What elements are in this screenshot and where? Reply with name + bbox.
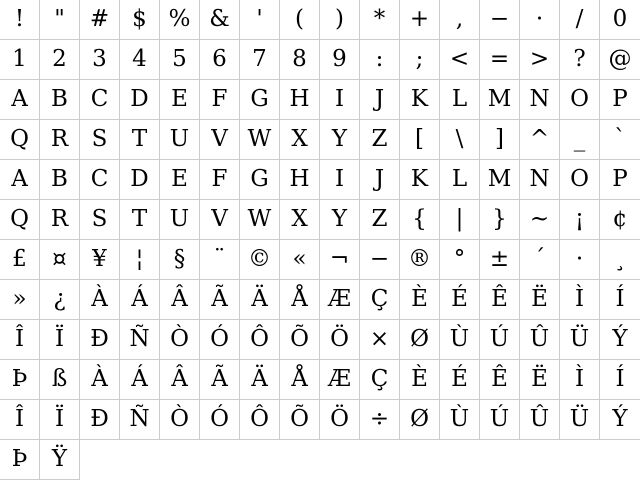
glyph-cell[interactable]: Ñ <box>120 320 160 360</box>
glyph-cell[interactable]: § <box>160 240 200 280</box>
glyph-cell[interactable]: Y <box>320 200 360 240</box>
glyph-cell[interactable]: 2 <box>40 40 80 80</box>
glyph-cell[interactable]: Æ <box>320 360 360 400</box>
glyph-cell[interactable]: N <box>520 160 560 200</box>
glyph-cell-empty <box>520 440 560 480</box>
glyph-cell[interactable]: # <box>80 0 120 40</box>
glyph-cell[interactable]: Ö <box>320 320 360 360</box>
glyph-cell[interactable]: È <box>400 360 440 400</box>
glyph-cell[interactable]: Ó <box>200 400 240 440</box>
glyph-cell-empty <box>600 440 640 480</box>
glyph-cell[interactable]: = <box>480 40 520 80</box>
glyph-cell[interactable]: : <box>360 40 400 80</box>
glyph-cell[interactable]: 8 <box>280 40 320 80</box>
glyph-cell[interactable]: + <box>400 0 440 40</box>
glyph-cell[interactable]: Â <box>160 280 200 320</box>
glyph-cell[interactable]: Î <box>0 320 40 360</box>
glyph-cell[interactable]: U <box>160 120 200 160</box>
glyph-cell[interactable]: X <box>280 200 320 240</box>
glyph-cell[interactable]: 3 <box>80 40 120 80</box>
glyph-cell[interactable]: Ô <box>240 400 280 440</box>
glyph-cell[interactable]: F <box>200 80 240 120</box>
glyph-cell[interactable]: Ä <box>240 280 280 320</box>
glyph-cell[interactable]: ¥ <box>80 240 120 280</box>
glyph-cell[interactable]: J <box>360 160 400 200</box>
glyph-cell[interactable]: I <box>320 80 360 120</box>
glyph-cell[interactable]: − <box>360 240 400 280</box>
glyph-cell[interactable]: D <box>120 80 160 120</box>
glyph-cell[interactable]: · <box>560 240 600 280</box>
glyph-cell[interactable]: Å <box>280 280 320 320</box>
glyph-cell[interactable]: Í <box>600 280 640 320</box>
glyph-cell[interactable]: * <box>360 0 400 40</box>
glyph-cell[interactable]: J <box>360 80 400 120</box>
glyph-cell[interactable]: Ô <box>240 320 280 360</box>
glyph-cell[interactable]: 0 <box>600 0 640 40</box>
glyph-cell[interactable]: ; <box>400 40 440 80</box>
glyph-cell[interactable]: ) <box>320 0 360 40</box>
glyph-cell[interactable]: Õ <box>280 320 320 360</box>
glyph-cell[interactable]: 4 <box>120 40 160 80</box>
glyph-cell[interactable]: " <box>40 0 80 40</box>
glyph-cell[interactable]: E <box>160 160 200 200</box>
glyph-cell[interactable]: B <box>40 80 80 120</box>
glyph-cell[interactable]: R <box>40 200 80 240</box>
glyph-cell[interactable]: ¿ <box>40 280 80 320</box>
glyph-cell[interactable]: 7 <box>240 40 280 80</box>
glyph-cell[interactable]: 1 <box>0 40 40 80</box>
glyph-cell[interactable]: L <box>440 80 480 120</box>
glyph-cell[interactable]: × <box>360 320 400 360</box>
glyph-cell[interactable]: > <box>520 40 560 80</box>
glyph-cell[interactable]: Í <box>600 360 640 400</box>
glyph-cell[interactable]: ß <box>40 360 80 400</box>
glyph-cell[interactable]: 9 <box>320 40 360 80</box>
glyph-cell[interactable]: Ê <box>480 280 520 320</box>
glyph-cell[interactable]: Ó <box>200 320 240 360</box>
glyph-cell[interactable]: A <box>0 80 40 120</box>
glyph-cell[interactable]: W <box>240 200 280 240</box>
glyph-cell[interactable]: ¦ <box>120 240 160 280</box>
glyph-cell[interactable]: ® <box>400 240 440 280</box>
glyph-cell[interactable]: ( <box>280 0 320 40</box>
glyph-cell[interactable]: G <box>240 160 280 200</box>
glyph-cell[interactable]: ÷ <box>360 400 400 440</box>
glyph-cell[interactable]: O <box>560 160 600 200</box>
glyph-cell[interactable]: ¡ <box>560 200 600 240</box>
glyph-cell[interactable]: ¤ <box>40 240 80 280</box>
glyph-cell-empty <box>560 440 600 480</box>
glyph-cell[interactable]: ! <box>0 0 40 40</box>
glyph-cell[interactable]: Û <box>520 400 560 440</box>
glyph-cell[interactable]: À <box>80 280 120 320</box>
glyph-cell[interactable]: Ö <box>320 400 360 440</box>
glyph-cell[interactable]: G <box>240 80 280 120</box>
glyph-cell[interactable]: O <box>560 80 600 120</box>
glyph-cell[interactable]: | <box>440 200 480 240</box>
glyph-cell[interactable]: Ú <box>480 320 520 360</box>
glyph-cell[interactable]: Ì <box>560 280 600 320</box>
glyph-cell[interactable]: Ü <box>560 320 600 360</box>
glyph-cell[interactable]: Ø <box>400 400 440 440</box>
glyph-cell-empty <box>360 440 400 480</box>
glyph-cell[interactable]: Ý <box>600 320 640 360</box>
glyph-cell[interactable]: } <box>480 200 520 240</box>
glyph-cell[interactable]: I <box>320 160 360 200</box>
glyph-cell[interactable]: Ï <box>40 400 80 440</box>
glyph-cell[interactable]: « <box>280 240 320 280</box>
glyph-cell[interactable]: @ <box>600 40 640 80</box>
glyph-cell[interactable]: ¬ <box>320 240 360 280</box>
glyph-cell[interactable]: Ë <box>520 360 560 400</box>
glyph-cell[interactable]: Ì <box>560 360 600 400</box>
glyph-cell-empty <box>80 440 120 480</box>
glyph-cell[interactable]: Å <box>280 360 320 400</box>
glyph-cell[interactable]: Ã <box>200 360 240 400</box>
glyph-cell[interactable]: ] <box>480 120 520 160</box>
glyph-cell[interactable]: _ <box>560 120 600 160</box>
glyph-cell[interactable]: È <box>400 280 440 320</box>
glyph-cell-empty <box>480 440 520 480</box>
glyph-cell[interactable]: Z <box>360 200 400 240</box>
glyph-cell[interactable]: D <box>120 160 160 200</box>
glyph-cell[interactable]: L <box>440 160 480 200</box>
glyph-cell[interactable]: H <box>280 80 320 120</box>
glyph-cell[interactable]: [ <box>400 120 440 160</box>
glyph-cell-empty <box>240 440 280 480</box>
glyph-cell[interactable]: Ù <box>440 400 480 440</box>
glyph-cell[interactable]: Ç <box>360 360 400 400</box>
glyph-cell[interactable]: U <box>160 200 200 240</box>
glyph-cell[interactable]: Á <box>120 280 160 320</box>
glyph-cell[interactable]: Ð <box>80 400 120 440</box>
glyph-cell[interactable]: Â <box>160 360 200 400</box>
glyph-cell-empty <box>200 440 240 480</box>
glyph-cell[interactable]: Ê <box>480 360 520 400</box>
glyph-cell[interactable]: Ý <box>600 400 640 440</box>
glyph-cell[interactable]: Ú <box>480 400 520 440</box>
glyph-cell[interactable]: 5 <box>160 40 200 80</box>
glyph-cell-empty <box>400 440 440 480</box>
glyph-cell[interactable]: © <box>240 240 280 280</box>
glyph-cell[interactable]: Ò <box>160 320 200 360</box>
glyph-cell[interactable]: · <box>520 0 560 40</box>
glyph-cell[interactable]: ° <box>440 240 480 280</box>
glyph-cell[interactable]: £ <box>0 240 40 280</box>
glyph-cell[interactable]: ? <box>560 40 600 80</box>
glyph-cell[interactable]: ¨ <box>200 240 240 280</box>
glyph-cell[interactable]: ± <box>480 240 520 280</box>
glyph-cell[interactable]: Á <box>120 360 160 400</box>
glyph-cell[interactable]: ¢ <box>600 200 640 240</box>
glyph-cell[interactable]: 6 <box>200 40 240 80</box>
glyph-cell[interactable]: Ð <box>80 320 120 360</box>
glyph-cell[interactable]: Õ <box>280 400 320 440</box>
glyph-cell[interactable]: H <box>280 160 320 200</box>
glyph-cell[interactable]: À <box>80 360 120 400</box>
glyph-cell[interactable]: { <box>400 200 440 240</box>
glyph-cell[interactable]: ` <box>600 120 640 160</box>
glyph-cell[interactable]: P <box>600 160 640 200</box>
glyph-cell[interactable]: » <box>0 280 40 320</box>
glyph-cell-empty <box>160 440 200 480</box>
glyph-cell[interactable]: < <box>440 40 480 80</box>
glyph-cell[interactable]: S <box>80 200 120 240</box>
glyph-cell[interactable]: T <box>120 200 160 240</box>
glyph-cell[interactable]: É <box>440 360 480 400</box>
glyph-cell[interactable]: N <box>520 80 560 120</box>
glyph-cell[interactable]: Q <box>0 200 40 240</box>
glyph-cell[interactable]: ´ <box>520 240 560 280</box>
glyph-cell[interactable]: , <box>440 0 480 40</box>
glyph-cell[interactable]: K <box>400 80 440 120</box>
glyph-cell[interactable]: ' <box>240 0 280 40</box>
glyph-cell[interactable]: S <box>80 120 120 160</box>
glyph-cell-empty <box>440 440 480 480</box>
glyph-cell[interactable]: $ <box>120 0 160 40</box>
glyph-cell[interactable]: Þ <box>0 360 40 400</box>
glyph-cell[interactable]: B <box>40 160 80 200</box>
glyph-cell-empty <box>120 440 160 480</box>
glyph-cell[interactable]: Ë <box>520 280 560 320</box>
glyph-cell[interactable]: Î <box>0 400 40 440</box>
glyph-cell[interactable]: K <box>400 160 440 200</box>
glyph-cell[interactable]: Ï <box>40 320 80 360</box>
glyph-cell[interactable]: V <box>200 200 240 240</box>
glyph-cell[interactable]: Ÿ <box>40 440 80 480</box>
glyph-cell[interactable]: Ò <box>160 400 200 440</box>
glyph-cell[interactable]: R <box>40 120 80 160</box>
glyph-cell[interactable]: P <box>600 80 640 120</box>
glyph-cell[interactable]: T <box>120 120 160 160</box>
glyph-cell[interactable]: / <box>560 0 600 40</box>
glyph-cell[interactable]: A <box>0 160 40 200</box>
glyph-cell[interactable]: Ù <box>440 320 480 360</box>
glyph-cell-empty <box>280 440 320 480</box>
glyph-cell[interactable]: ~ <box>520 200 560 240</box>
glyph-cell[interactable]: E <box>160 80 200 120</box>
glyph-cell[interactable]: É <box>440 280 480 320</box>
glyph-cell[interactable]: Ø <box>400 320 440 360</box>
glyph-cell[interactable]: % <box>160 0 200 40</box>
glyph-cell[interactable]: X <box>280 120 320 160</box>
glyph-cell[interactable]: Ü <box>560 400 600 440</box>
glyph-cell[interactable]: W <box>240 120 280 160</box>
glyph-cell[interactable]: Ã <box>200 280 240 320</box>
glyph-cell[interactable]: Y <box>320 120 360 160</box>
glyph-cell[interactable]: & <box>200 0 240 40</box>
glyph-cell[interactable]: V <box>200 120 240 160</box>
glyph-cell[interactable]: ^ <box>520 120 560 160</box>
glyph-cell[interactable]: Æ <box>320 280 360 320</box>
glyph-cell[interactable]: C <box>80 80 120 120</box>
glyph-cell[interactable]: M <box>480 160 520 200</box>
glyph-cell[interactable]: Z <box>360 120 400 160</box>
glyph-cell[interactable]: Û <box>520 320 560 360</box>
glyph-cell[interactable]: C <box>80 160 120 200</box>
glyph-cell[interactable]: Ñ <box>120 400 160 440</box>
glyph-cell[interactable]: Q <box>0 120 40 160</box>
glyph-cell[interactable]: Ä <box>240 360 280 400</box>
glyph-cell[interactable]: Þ <box>0 440 40 480</box>
glyph-cell[interactable]: M <box>480 80 520 120</box>
glyph-cell[interactable]: \ <box>440 120 480 160</box>
glyph-cell-empty <box>320 440 360 480</box>
glyph-cell[interactable]: ¸ <box>600 240 640 280</box>
glyph-cell[interactable]: − <box>480 0 520 40</box>
glyph-cell[interactable]: F <box>200 160 240 200</box>
glyph-cell[interactable]: Ç <box>360 280 400 320</box>
